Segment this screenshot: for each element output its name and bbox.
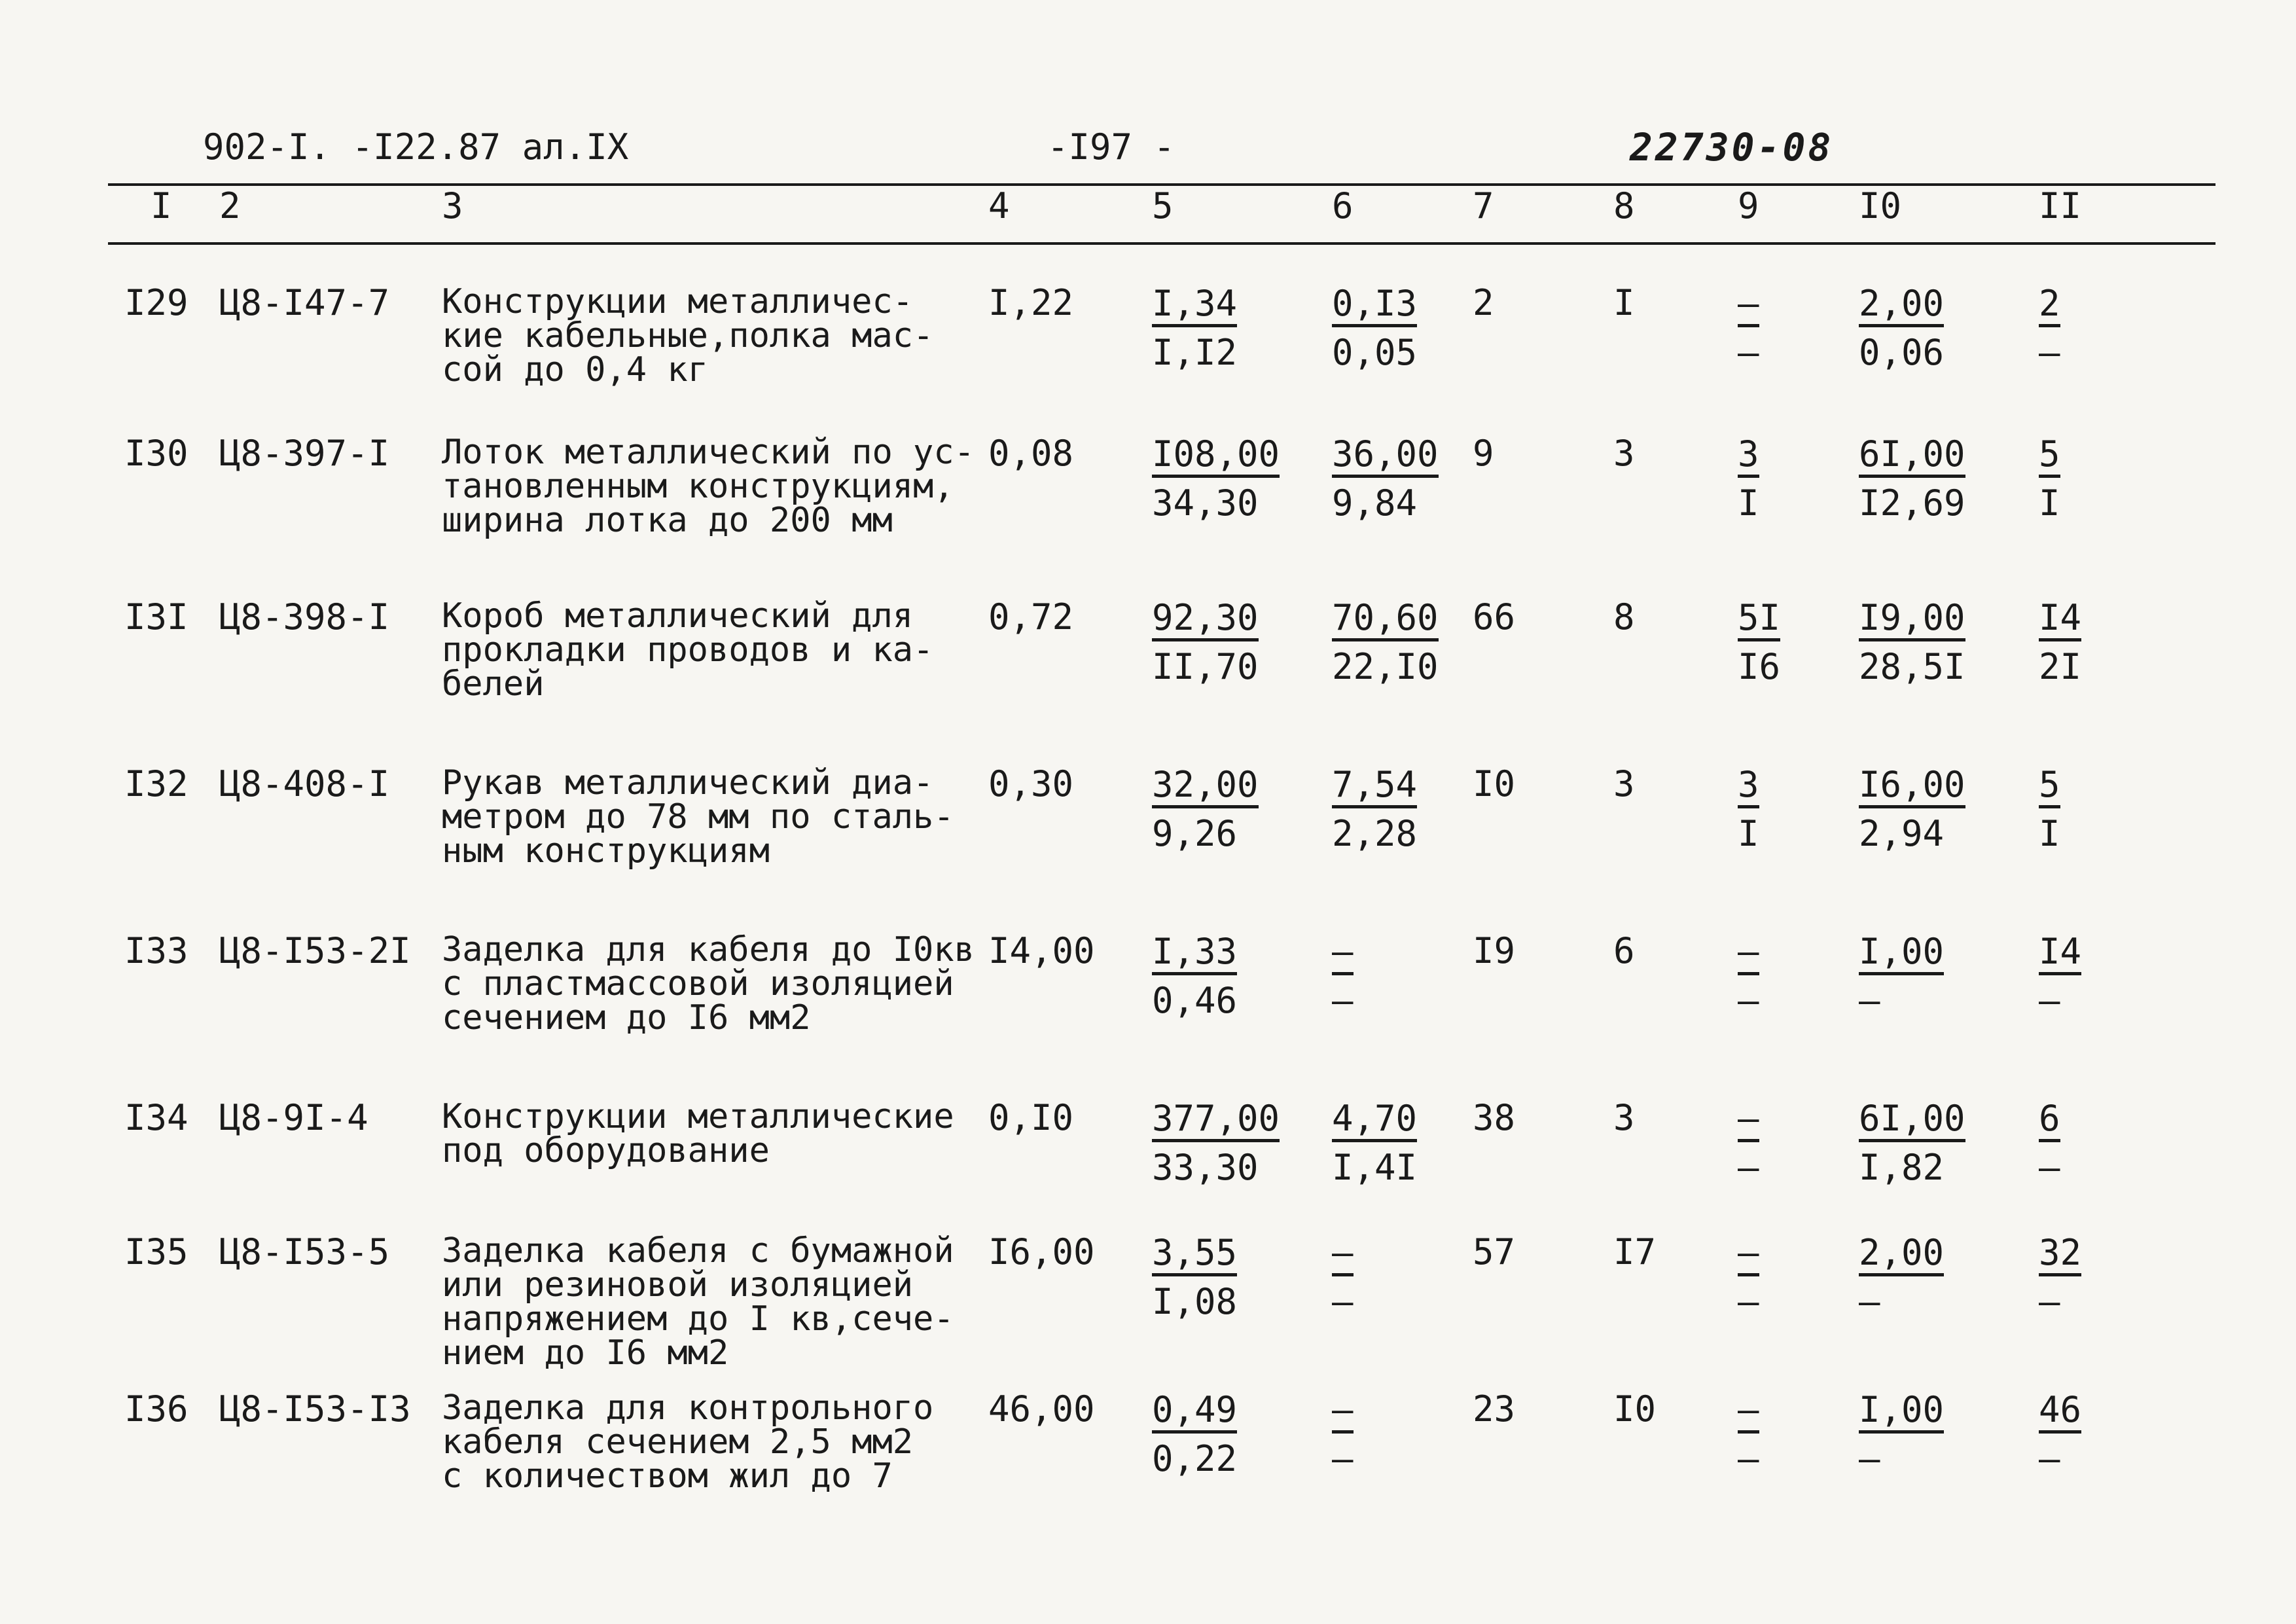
description-line: напряжением до I кв,сече- <box>442 1299 954 1339</box>
column-header-4: 4 <box>988 185 1010 226</box>
column-9-value <box>1738 285 1759 372</box>
column-5-value-numerator: 32,00 <box>1152 766 1259 808</box>
column-7-value: 57 <box>1473 1231 1516 1272</box>
column-header-10: I0 <box>1859 185 1902 226</box>
item-description <box>442 596 965 704</box>
header-rule-bottom <box>108 242 2215 245</box>
column-5-value-numerator: I08,00 <box>1152 435 1280 478</box>
column-9-value <box>1738 435 1759 522</box>
column-10-value-numerator: 2,00 <box>1859 1234 1944 1276</box>
column-9-value-numerator: 3 <box>1738 766 1759 808</box>
column-5-value <box>1152 933 1237 1020</box>
row-number: I36 <box>124 1388 188 1430</box>
column-11-value-denominator: – <box>2039 1281 2060 1322</box>
description-line: сой до 0,4 кг <box>442 350 708 389</box>
column-5-value-numerator: I,33 <box>1152 933 1237 975</box>
column-9-value-numerator: – <box>1738 285 1759 327</box>
column-8-value: 3 <box>1613 433 1635 474</box>
column-9-value-denominator: – <box>1738 332 1759 373</box>
column-5-value <box>1152 599 1259 686</box>
column-10-value <box>1859 766 1965 853</box>
column-5-value <box>1152 435 1280 522</box>
quantity: I4,00 <box>988 930 1095 971</box>
column-10-value-denominator: – <box>1859 1281 1880 1322</box>
column-5-value-denominator: 9,26 <box>1152 813 1238 854</box>
rate-code: Ц8-I53-I3 <box>219 1388 411 1430</box>
column-11-value-numerator: I4 <box>2039 599 2081 641</box>
column-6-value-numerator: 36,00 <box>1332 435 1439 478</box>
column-6-value-denominator: 2,28 <box>1332 813 1418 854</box>
column-8-value: 6 <box>1613 930 1635 971</box>
description-line: ширина лотка до 200 мм <box>442 501 893 540</box>
column-header-2: 2 <box>219 185 241 226</box>
column-11-value <box>2039 933 2081 1020</box>
row-number: I29 <box>124 282 188 323</box>
column-6-value-numerator: 0,I3 <box>1332 285 1417 327</box>
column-header-3: 3 <box>442 185 463 226</box>
description-line: с количеством жил до 7 <box>442 1456 893 1496</box>
column-11-value <box>2039 1391 2081 1478</box>
column-header-1: I <box>151 185 172 226</box>
rate-code: Ц8-I53-5 <box>219 1231 390 1272</box>
column-5-value-denominator: 34,30 <box>1152 482 1259 524</box>
column-10-value <box>1859 1234 1944 1321</box>
column-9-value <box>1738 599 1780 686</box>
column-8-value: I7 <box>1613 1231 1657 1272</box>
column-5-value-numerator: 92,30 <box>1152 599 1259 641</box>
description-line: нием до I6 мм2 <box>442 1333 729 1373</box>
column-11-value-denominator: – <box>2039 332 2060 373</box>
column-header-6: 6 <box>1332 185 1354 226</box>
column-10-value-numerator: I6,00 <box>1859 766 1965 808</box>
registration-number: 22730-08 <box>1630 125 1834 170</box>
column-header-9: 9 <box>1738 185 1759 226</box>
column-10-value-numerator: 2,00 <box>1859 285 1944 327</box>
column-9-value-numerator: 3 <box>1738 435 1759 478</box>
quantity: 0,30 <box>988 763 1074 804</box>
column-6-value-denominator: – <box>1332 1281 1354 1322</box>
column-6-value-numerator: – <box>1332 1391 1354 1434</box>
description-line: сечением до I6 мм2 <box>442 998 811 1038</box>
column-11-value <box>2039 285 2060 372</box>
column-6-value <box>1332 1391 1354 1478</box>
description-line: Рукав металлический диа- <box>442 763 934 803</box>
description-line: Конструкции металлические <box>442 1097 954 1136</box>
column-10-value-denominator: – <box>1859 1438 1880 1479</box>
description-line: прокладки проводов и ка- <box>442 630 934 670</box>
row-number: I34 <box>124 1097 188 1138</box>
column-8-value: 3 <box>1613 1097 1635 1138</box>
row-number: I3I <box>124 596 188 638</box>
column-5-value-numerator: 0,49 <box>1152 1391 1237 1434</box>
column-6-value-numerator: 4,70 <box>1332 1100 1417 1142</box>
column-10-value-numerator: 6I,00 <box>1859 1100 1965 1142</box>
description-line: кие кабельные,полка мас- <box>442 316 934 355</box>
column-6-value-numerator: 70,60 <box>1332 599 1439 641</box>
column-6-value <box>1332 933 1354 1020</box>
column-6-value-numerator: 7,54 <box>1332 766 1417 808</box>
rate-code: Ц8-9I-4 <box>219 1097 368 1138</box>
column-11-value-numerator: I4 <box>2039 933 2081 975</box>
column-9-value <box>1738 1391 1759 1478</box>
rate-code: Ц8-I47-7 <box>219 282 390 323</box>
description-line: тановленным конструкциям, <box>442 467 954 506</box>
column-10-value <box>1859 599 1965 686</box>
column-9-value-numerator: – <box>1738 1391 1759 1434</box>
column-6-value <box>1332 599 1439 686</box>
column-11-value-denominator: 2I <box>2039 646 2082 687</box>
column-6-value <box>1332 1100 1417 1187</box>
column-11-value <box>2039 1234 2081 1321</box>
description-line: метром до 78 мм по сталь- <box>442 797 954 837</box>
column-5-value <box>1152 1391 1237 1478</box>
description-line: Заделка для контрольного <box>442 1388 934 1428</box>
column-10-value <box>1859 933 1944 1020</box>
column-11-value-numerator: 2 <box>2039 285 2060 327</box>
column-9-value-denominator: – <box>1738 1281 1759 1322</box>
description-line: ным конструкциям <box>442 831 770 871</box>
column-10-value-denominator: – <box>1859 980 1880 1021</box>
description-line: Лоток металлический по ус- <box>442 433 975 472</box>
quantity: I,22 <box>988 282 1074 323</box>
column-9-value-denominator: – <box>1738 1147 1759 1188</box>
column-9-value-denominator: I6 <box>1738 646 1781 687</box>
item-description <box>442 1097 965 1170</box>
column-11-value <box>2039 766 2060 853</box>
column-10-value <box>1859 1391 1944 1478</box>
column-9-value <box>1738 1234 1759 1321</box>
column-10-value-numerator: I,00 <box>1859 933 1944 975</box>
column-9-value <box>1738 766 1759 853</box>
column-6-value-numerator: – <box>1332 1234 1354 1276</box>
column-header-8: 8 <box>1613 185 1635 226</box>
column-10-value-denominator: 2,94 <box>1859 813 1945 854</box>
column-10-value <box>1859 435 1965 522</box>
column-11-value <box>2039 1100 2060 1187</box>
column-5-value <box>1152 1100 1280 1187</box>
column-9-value-denominator: I <box>1738 813 1759 854</box>
column-11-value-denominator: I <box>2039 813 2060 854</box>
rate-code: Ц8-408-I <box>219 763 390 804</box>
column-9-value-denominator: – <box>1738 980 1759 1021</box>
column-9-value-numerator: 5I <box>1738 599 1780 641</box>
item-description <box>442 763 965 871</box>
row-number: I30 <box>124 433 188 474</box>
column-5-value-denominator: 0,46 <box>1152 980 1238 1021</box>
column-7-value: I9 <box>1473 930 1516 971</box>
column-9-value-numerator: – <box>1738 1100 1759 1142</box>
column-6-value <box>1332 285 1417 372</box>
column-10-value-denominator: 28,5I <box>1859 646 1965 687</box>
column-7-value: 66 <box>1473 596 1516 638</box>
column-6-value <box>1332 1234 1354 1321</box>
column-10-value-denominator: I2,69 <box>1859 482 1965 524</box>
column-6-value <box>1332 435 1439 522</box>
description-line: кабеля сечением 2,5 мм2 <box>442 1422 914 1462</box>
column-11-value-denominator: I <box>2039 482 2060 524</box>
column-7-value: 38 <box>1473 1097 1516 1138</box>
column-5-value <box>1152 1234 1237 1321</box>
column-10-value <box>1859 285 1944 372</box>
column-11-value-denominator: – <box>2039 1438 2060 1479</box>
column-9-value-numerator: – <box>1738 1234 1759 1276</box>
column-6-value-denominator: – <box>1332 980 1354 1021</box>
column-11-value-denominator: – <box>2039 1147 2060 1188</box>
column-6-value-numerator: – <box>1332 933 1354 975</box>
description-line: Заделка кабеля с бумажной <box>442 1231 954 1271</box>
column-8-value: I0 <box>1613 1388 1657 1430</box>
item-description <box>442 930 975 1038</box>
column-7-value: 9 <box>1473 433 1494 474</box>
description-line: с пластмассовой изоляцией <box>442 964 954 1003</box>
column-10-value-numerator: 6I,00 <box>1859 435 1965 478</box>
column-5-value-numerator: I,34 <box>1152 285 1237 327</box>
column-5-value <box>1152 766 1259 853</box>
column-8-value: 3 <box>1613 763 1635 804</box>
column-6-value-denominator: I,4I <box>1332 1147 1418 1188</box>
item-description <box>442 1388 965 1496</box>
rate-code: Ц8-398-I <box>219 596 390 638</box>
column-9-value <box>1738 1100 1759 1187</box>
column-6-value <box>1332 766 1417 853</box>
row-number: I32 <box>124 763 188 804</box>
description-line: под оборудование <box>442 1131 770 1170</box>
column-8-value: 8 <box>1613 596 1635 638</box>
column-11-value-numerator: 5 <box>2039 435 2060 478</box>
column-11-value-denominator: – <box>2039 980 2060 1021</box>
column-9-value <box>1738 933 1759 1020</box>
column-9-value-denominator: – <box>1738 1438 1759 1479</box>
description-line: Заделка для кабеля до I0кв <box>442 930 975 969</box>
column-10-value-denominator: I,82 <box>1859 1147 1945 1188</box>
quantity: I6,00 <box>988 1231 1095 1272</box>
column-7-value: 2 <box>1473 282 1494 323</box>
column-6-value-denominator: 9,84 <box>1332 482 1418 524</box>
quantity: 0,I0 <box>988 1097 1074 1138</box>
item-description <box>442 282 965 389</box>
column-5-value-denominator: I,I2 <box>1152 332 1238 373</box>
column-5-value-numerator: 3,55 <box>1152 1234 1237 1276</box>
column-9-value-numerator: – <box>1738 933 1759 975</box>
column-11-value-numerator: 46 <box>2039 1391 2081 1434</box>
column-header-5: 5 <box>1152 185 1174 226</box>
column-5-value-denominator: I,08 <box>1152 1281 1238 1322</box>
column-8-value: I <box>1613 282 1635 323</box>
document-code: 902-I. -I22.87 ал.IX <box>203 126 629 168</box>
description-line: или резиновой изоляцией <box>442 1265 914 1305</box>
quantity: 0,08 <box>988 433 1074 474</box>
column-10-value-denominator: 0,06 <box>1859 332 1945 373</box>
column-11-value-numerator: 32 <box>2039 1234 2081 1276</box>
page-number: -I97 - <box>1047 126 1175 168</box>
description-line: Конструкции металличес- <box>442 282 914 321</box>
row-number: I35 <box>124 1231 188 1272</box>
column-10-value-numerator: I,00 <box>1859 1391 1944 1434</box>
item-description <box>442 1231 965 1373</box>
column-7-value: I0 <box>1473 763 1516 804</box>
column-5-value-denominator: 33,30 <box>1152 1147 1259 1188</box>
item-description <box>442 433 975 540</box>
column-6-value-denominator: 22,I0 <box>1332 646 1439 687</box>
column-10-value-numerator: I9,00 <box>1859 599 1965 641</box>
column-7-value: 23 <box>1473 1388 1516 1430</box>
column-header-11: II <box>2039 185 2082 226</box>
column-11-value <box>2039 599 2081 686</box>
column-header-7: 7 <box>1473 185 1494 226</box>
column-11-value <box>2039 435 2060 522</box>
column-11-value-numerator: 6 <box>2039 1100 2060 1142</box>
rate-code: Ц8-I53-2I <box>219 930 411 971</box>
column-10-value <box>1859 1100 1965 1187</box>
row-number: I33 <box>124 930 188 971</box>
column-5-value <box>1152 285 1237 372</box>
quantity: 46,00 <box>988 1388 1095 1430</box>
description-line: белей <box>442 664 545 704</box>
column-5-value-numerator: 377,00 <box>1152 1100 1280 1142</box>
column-9-value-denominator: I <box>1738 482 1759 524</box>
rate-code: Ц8-397-I <box>219 433 390 474</box>
column-6-value-denominator: – <box>1332 1438 1354 1479</box>
column-6-value-denominator: 0,05 <box>1332 332 1418 373</box>
column-5-value-denominator: 0,22 <box>1152 1438 1238 1479</box>
column-11-value-numerator: 5 <box>2039 766 2060 808</box>
column-5-value-denominator: II,70 <box>1152 646 1259 687</box>
quantity: 0,72 <box>988 596 1074 638</box>
description-line: Короб металлический для <box>442 596 914 636</box>
